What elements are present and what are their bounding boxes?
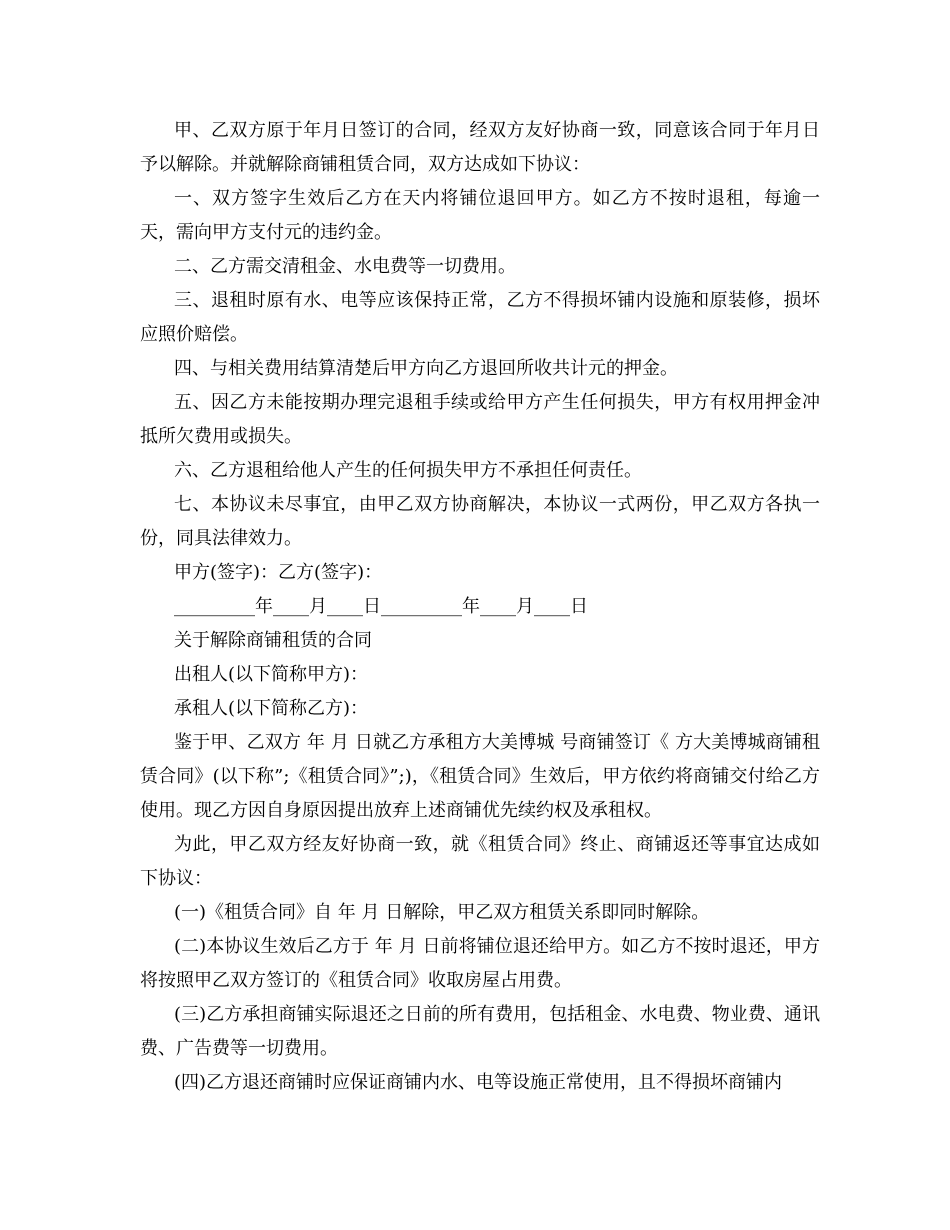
lessee-line: 承租人(以下简称乙方)： bbox=[174, 698, 369, 719]
signature-line: 甲方(签字)：乙方(签字)： bbox=[174, 562, 383, 583]
paragraph-clause-5: 五、因乙方未能按期办理完退租手续或给甲方产生任何损失，甲方有权用押金冲抵所欠费用或损失。 bbox=[140, 392, 820, 447]
paragraph-item-1: (一)《租赁合同》自 年 月 日解除，甲乙双方租赁关系即同时解除。 bbox=[174, 902, 710, 923]
paragraph-intro: 甲、乙双方原于年月日签订的合同，经双方友好协商一致，同意该合同于年月日予以解除。并就解除商铺租赁合同，双方达成如下协议： bbox=[140, 120, 820, 175]
paragraph-clause-1: 一、双方签字生效后乙方在天内将铺位退回甲方。如乙方不按时退租，每逾一天，需向甲方支付元的违约金。 bbox=[140, 188, 820, 243]
paragraph-agreement-intro: 为此，甲乙双方经友好协商一致，就《租赁合同》终止、商铺返还等事宜达成如下协议： bbox=[140, 834, 820, 889]
paragraph-clause-7: 七、本协议未尽事宜，由甲乙双方协商解决，本协议一式两份，甲乙双方各执一份，同具法律效力。 bbox=[140, 494, 820, 549]
document-body bbox=[140, 114, 820, 1100]
lessor-line: 出租人(以下简称甲方)： bbox=[174, 664, 369, 685]
date-line: _________年____月____日_________年____月____日 bbox=[174, 596, 588, 617]
paragraph-item-4: (四)乙方退还商铺时应保证商铺内水、电等设施正常使用，且不得损坏商铺内 bbox=[174, 1072, 783, 1093]
paragraph-whereas: 鉴于甲、乙双方 年 月 日就乙方承租方大美博城 号商铺签订《 方大美博城商铺租赁合同》(以下称”;《租赁合同》”;)，《租赁合同》生效后，甲方依约将商铺交付给乙方使用。现乙方因自身原因提出放弃上述商铺优先续约权及承租权。 bbox=[140, 732, 820, 821]
paragraph-clause-3: 三、退租时原有水、电等应该保持正常，乙方不得损坏铺内设施和原装修，损坏应照价赔偿。 bbox=[140, 290, 820, 345]
paragraph-item-3: (三)乙方承担商铺实际退还之日前的所有费用，包括租金、水电费、物业费、通讯费、广告费等一切费用。 bbox=[140, 1004, 820, 1059]
contract-title: 关于解除商铺租赁的合同 bbox=[174, 630, 372, 651]
paragraph-clause-2: 二、乙方需交清租金、水电费等一切费用。 bbox=[174, 256, 516, 277]
paragraph-clause-6: 六、乙方退租给他人产生的任何损失甲方不承担任何责任。 bbox=[174, 460, 642, 481]
paragraph-item-2: (二)本协议生效后乙方于 年 月 日前将铺位退还给甲方。如乙方不按时退还，甲方将按照甲乙双方签订的《租赁合同》收取房屋占用费。 bbox=[140, 936, 820, 991]
paragraph-clause-4: 四、与相关费用结算清楚后甲方向乙方退回所收共计元的押金。 bbox=[174, 358, 678, 379]
